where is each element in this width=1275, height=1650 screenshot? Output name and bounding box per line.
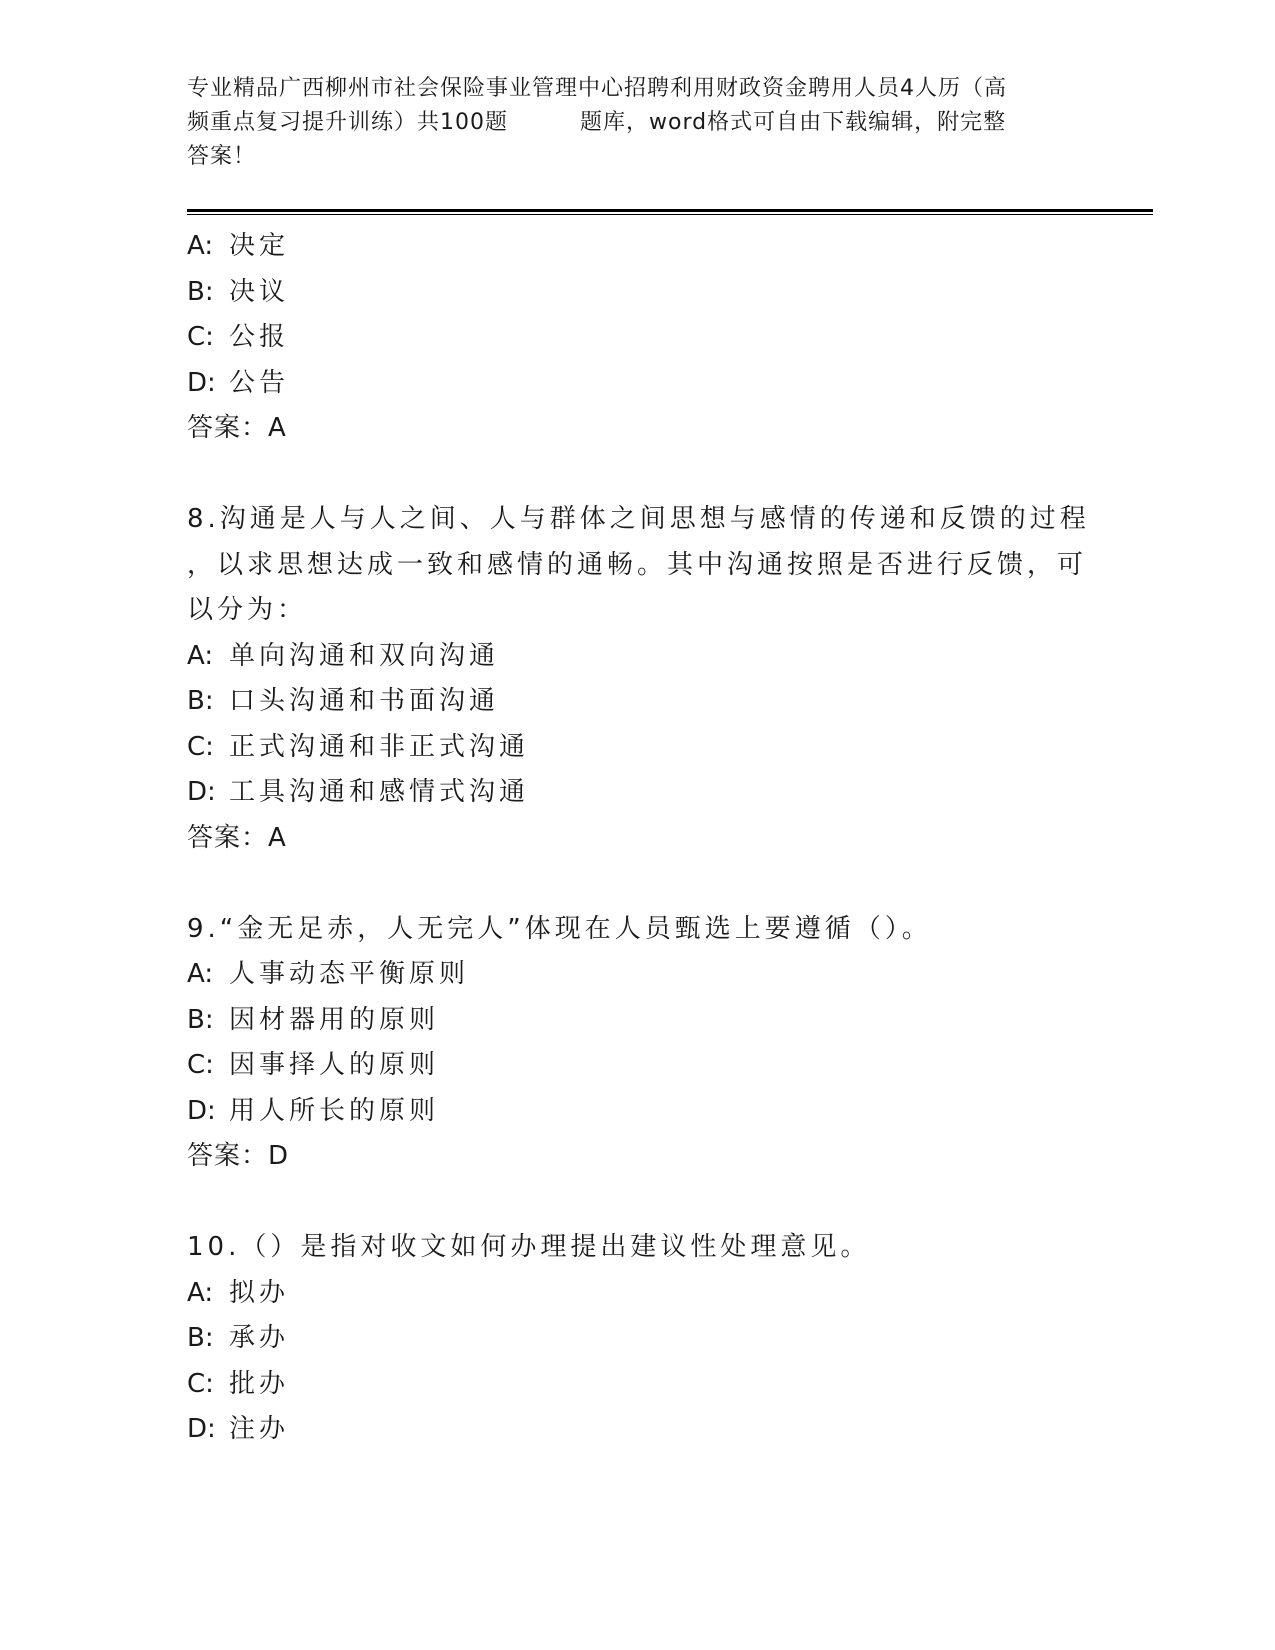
option-letter: C:	[187, 1368, 214, 1399]
option-b	[187, 679, 1147, 725]
option-text: 拟办	[229, 1277, 290, 1308]
question-stem-line: 8.沟通是人与人之间、人与群体之间思想与感情的传递和反馈的过程	[187, 504, 1090, 534]
option-b	[187, 1316, 1147, 1362]
question-8	[187, 497, 1147, 861]
header-line-2-part-2: 题库，word格式可自由下载编辑，附完整	[580, 110, 1007, 135]
option-text: 用人所长的原则	[229, 1095, 440, 1126]
header-rule-thick	[187, 209, 1153, 212]
option-letter: D:	[187, 777, 216, 807]
option-text: 承办	[229, 1323, 290, 1353]
option-letter: A:	[187, 231, 214, 261]
header-line-3: 答案！	[187, 144, 257, 169]
option-text: 批办	[229, 1368, 290, 1399]
option-letter: D:	[187, 1414, 216, 1444]
answer-line: 答案：A	[187, 822, 287, 853]
option-b	[187, 998, 1147, 1044]
option-letter: C:	[187, 731, 214, 762]
header-line-2-part-1: 频重点复习提升训练）共100题	[187, 110, 508, 135]
option-letter: B:	[187, 276, 214, 307]
question-stem-line: 10.（）是指对收文如何办理提出建议性处理意见。	[187, 1232, 871, 1262]
question-7	[187, 224, 1147, 452]
option-letter: A:	[187, 1277, 214, 1308]
answer-line: 答案：D	[187, 1141, 290, 1171]
question-list	[187, 224, 1147, 1453]
header-line-1: 专业精品广西柳州市社会保险事业管理中心招聘利用财政资金聘用人员4人历（高	[187, 76, 1007, 101]
answer-line: 答案：A	[187, 413, 287, 443]
question-10	[187, 1225, 1147, 1453]
option-c	[187, 315, 1147, 361]
question-stem-line: ，以求思想达成一致和感情的通畅。其中沟通按照是否进行反馈，可	[187, 549, 1088, 580]
option-text: 决定	[229, 231, 290, 261]
option-a	[187, 634, 1147, 680]
option-c	[187, 1362, 1147, 1408]
option-a	[187, 224, 1147, 270]
option-letter: C:	[187, 1050, 214, 1080]
option-c	[187, 725, 1147, 771]
option-text: 注办	[229, 1414, 290, 1444]
option-a	[187, 952, 1147, 998]
question-stem-line: 9.“金无足赤，人无完人”体现在人员甄选上要遵循（）。	[187, 913, 932, 944]
option-text: 单向沟通和双向沟通	[229, 640, 500, 671]
option-letter: A:	[187, 640, 214, 671]
option-text: 因事择人的原则	[229, 1050, 440, 1080]
option-text: 口头沟通和书面沟通	[229, 686, 500, 716]
option-text: 因材器用的原则	[229, 1004, 440, 1035]
option-a	[187, 1271, 1147, 1317]
option-letter: C:	[187, 322, 214, 352]
option-text: 人事动态平衡原则	[229, 959, 470, 989]
option-text: 决议	[229, 276, 290, 307]
option-text: 公报	[229, 322, 290, 352]
option-b	[187, 270, 1147, 316]
header-rule-thin	[187, 214, 1153, 215]
header-line-2	[187, 106, 1087, 140]
option-text: 正式沟通和非正式沟通	[229, 731, 530, 762]
option-d	[187, 1407, 1147, 1453]
option-text: 公告	[229, 367, 290, 398]
option-letter: A:	[187, 959, 214, 989]
option-letter: D:	[187, 1095, 216, 1126]
option-text: 工具沟通和感情式沟通	[229, 777, 530, 807]
question-9	[187, 907, 1147, 1180]
option-letter: B:	[187, 1323, 214, 1353]
option-letter: B:	[187, 1004, 214, 1035]
option-d	[187, 1089, 1147, 1135]
option-letter: B:	[187, 686, 214, 716]
option-c	[187, 1043, 1147, 1089]
document-header	[187, 72, 1087, 174]
question-stem-line: 以分为：	[187, 595, 308, 625]
option-d	[187, 361, 1147, 407]
option-d	[187, 770, 1147, 816]
option-letter: D:	[187, 367, 216, 398]
